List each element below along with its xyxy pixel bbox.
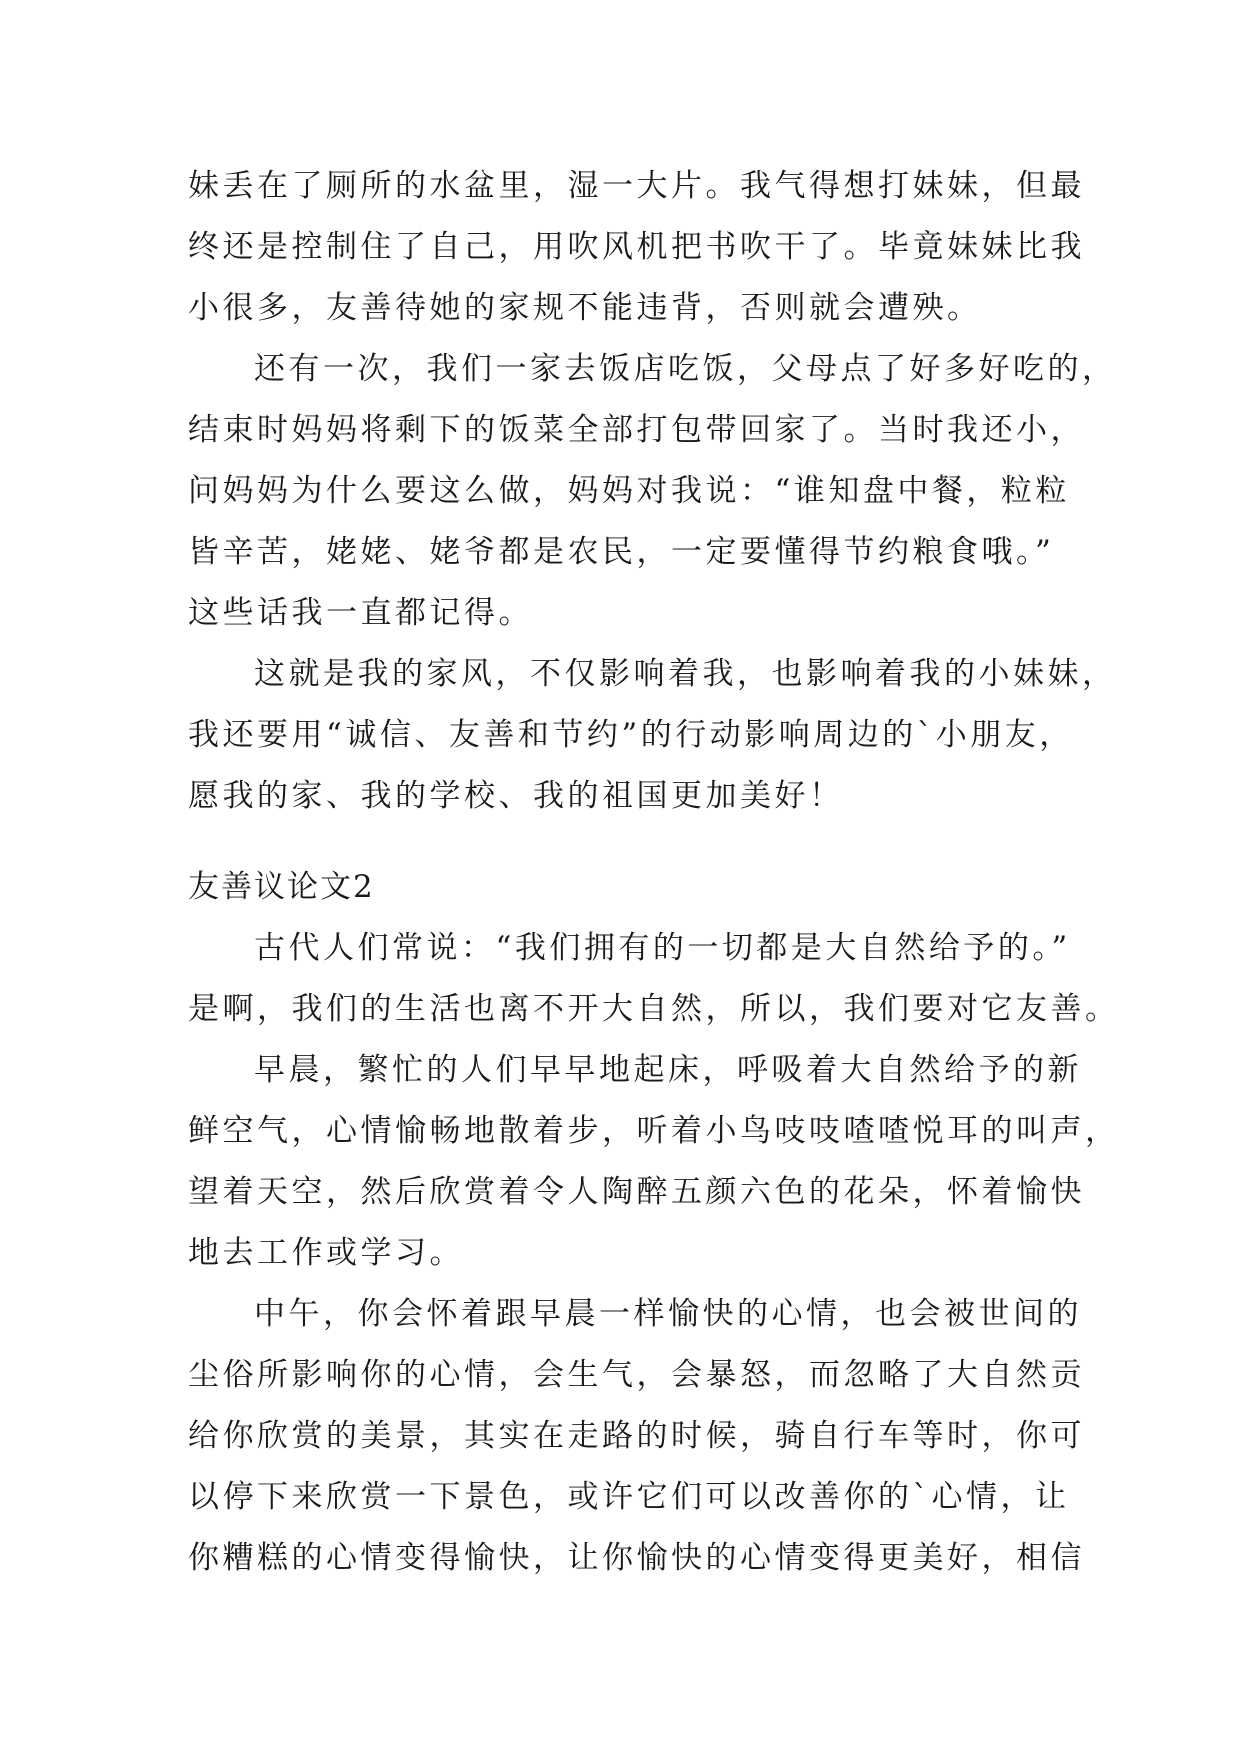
text-line: 愿我的家、我的学校、我的祖国更加美好！ [188, 778, 844, 814]
text-line: 鲜空气，心情愉畅地散着步，听着小鸟吱吱喳喳悦耳的叫声， [188, 1113, 1120, 1149]
text-line: 给你欣赏的美景，其实在走路的时候，骑自行车等时，你可 [188, 1418, 1085, 1454]
text-line: 还有一次，我们一家去饭店吃饭，父母点了好多好吃的， [254, 351, 1117, 387]
text-line: 我还要用“诚信、友善和节约”的行动影响周边的`小朋友， [188, 717, 1074, 753]
text-line: 小很多，友善待她的家规不能违背，否则就会遭殃。 [188, 290, 982, 326]
text-line: 早晨，繁忙的人们早早地起床，呼吸着大自然给予的新 [254, 1052, 1082, 1088]
text-line: 妹丢在了厕所的水盆里，湿一大片。我气得想打妹妹，但最 [188, 168, 1085, 204]
text-line: 终还是控制住了自己，用吹风机把书吹干了。毕竟妹妹比我 [188, 229, 1085, 265]
text-line: 你糟糕的心情变得愉快，让你愉快的心情变得更美好，相信 [188, 1540, 1085, 1576]
text-line: 中午，你会怀着跟早晨一样愉快的心情，也会被世间的 [254, 1296, 1082, 1332]
text-line: 地去工作或学习。 [188, 1235, 464, 1271]
text-line: 问妈妈为什么要这么做，妈妈对我说：“谁知盘中餐，粒粒 [188, 473, 1070, 509]
text-line: 皆辛苦，姥姥、姥爷都是农民，一定要懂得节约粮食哦。” [188, 534, 1055, 570]
text-line: 以停下来欣赏一下景色，或许它们可以改善你的`心情，让 [188, 1479, 1070, 1515]
text-line: 古代人们常说：“我们拥有的一切都是大自然给予的。” [254, 930, 1071, 966]
text-line: 结束时妈妈将剩下的饭菜全部打包带回家了。当时我还小， [188, 412, 1085, 448]
text-line: 望着天空，然后欣赏着令人陶醉五颜六色的花朵，怀着愉快 [188, 1174, 1085, 1210]
text-line: 是啊，我们的生活也离不开大自然，所以，我们要对它友善。 [188, 991, 1120, 1027]
text-line: 这就是我的家风，不仅影响着我，也影响着我的小妹妹， [254, 656, 1117, 692]
section-title: 友善议论文2 [188, 869, 375, 905]
text-line: 尘俗所影响你的心情，会生气，会暴怒，而忽略了大自然贡 [188, 1357, 1085, 1393]
text-line: 这些话我一直都记得。 [188, 595, 533, 631]
